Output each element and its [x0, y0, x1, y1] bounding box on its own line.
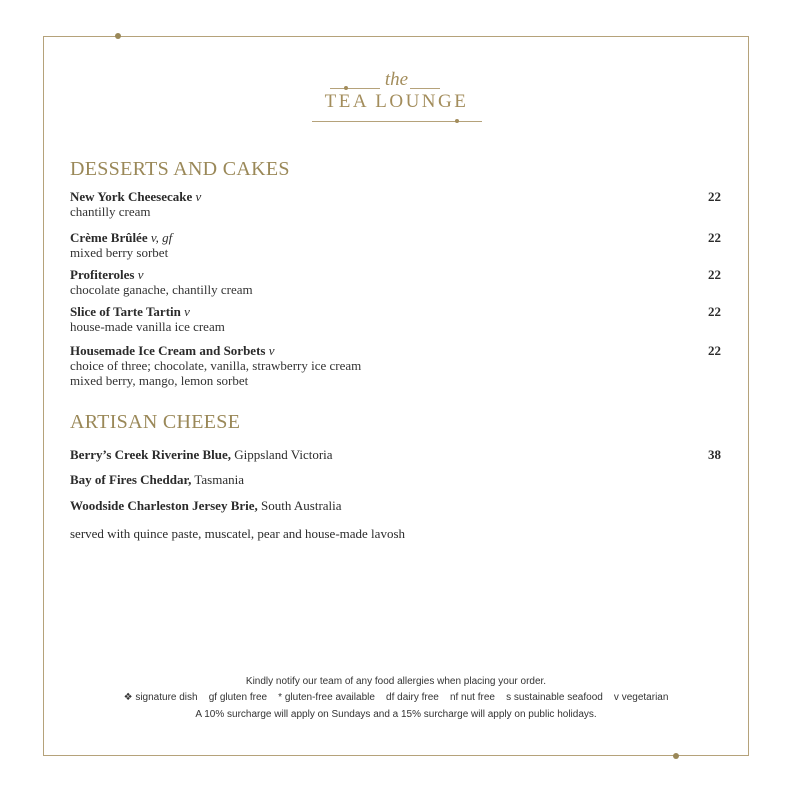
dessert-name: New York Cheesecake: [70, 189, 193, 204]
dessert-price: 22: [708, 304, 721, 319]
dessert-description: mixed berry, mango, lemon sorbet: [70, 373, 249, 388]
logo-title: TEA LOUNGE: [324, 91, 469, 112]
cheese-item: [70, 498, 721, 513]
dessert-name: Crème Brûlée: [70, 230, 148, 245]
surcharge-notice: A 10% surcharge will apply on Sundays and a 15% surcharge will apply on public holidays.: [195, 709, 597, 720]
dessert-price: 22: [708, 230, 721, 245]
frame-ornament-dot-top: [115, 33, 121, 39]
dessert-item: [70, 304, 721, 334]
dessert-item: [70, 343, 721, 388]
desserts-heading: DESSERTS AND CAKES: [70, 158, 290, 180]
cheese-item: [70, 472, 721, 487]
cheese-name: Woodside Charleston Jersey Brie,: [70, 498, 258, 513]
dietary-tag: v: [184, 304, 190, 319]
dessert-price: 22: [708, 267, 721, 282]
dietary-tag: v, gf: [150, 230, 173, 245]
cheese-region: Tasmania: [194, 472, 244, 487]
dessert-price: 22: [708, 343, 721, 358]
dessert-name: Profiteroles: [70, 267, 135, 282]
cheese-price: 38: [708, 447, 721, 462]
dessert-name: Housemade Ice Cream and Sorbets: [70, 343, 266, 358]
dessert-item: [70, 189, 721, 219]
dietary-legend: ❖ signature dish gf gluten free * gluten-free available df dairy free nf nut free s sustainable seafood v vegetarian: [123, 692, 669, 703]
dessert-description: mixed berry sorbet: [70, 245, 169, 260]
dessert-description: chocolate ganache, chantilly cream: [70, 282, 253, 297]
logo-dot-right: [455, 119, 459, 123]
tea-lounge-logo: [0, 70, 793, 113]
cheese-name: Berry’s Creek Riverine Blue,: [70, 447, 232, 462]
frame-ornament-dot-bottom: [673, 753, 679, 759]
dietary-tag: v: [137, 267, 144, 282]
dessert-item: [70, 230, 721, 260]
logo-rule-right: [410, 88, 440, 89]
logo-rule-top: [330, 88, 380, 89]
allergy-notice: Kindly notify our team of any food allergies when placing your order.: [245, 676, 547, 687]
dietary-tag: v: [195, 189, 202, 204]
dessert-description: choice of three; chocolate, vanilla, strawberry ice cream: [70, 358, 362, 373]
dessert-item: [70, 267, 721, 297]
dessert-description: chantilly cream: [70, 204, 151, 219]
cheese-heading: ARTISAN CHEESE: [70, 411, 241, 433]
cheese-name: Bay of Fires Cheddar,: [70, 472, 192, 487]
dietary-tag: v: [268, 343, 275, 358]
cheese-served-with: served with quince paste, muscatel, pear and house-made lavosh: [70, 526, 405, 541]
dessert-name: Slice of Tarte Tartin: [70, 304, 181, 319]
cheese-region: Gippsland Victoria: [234, 447, 333, 462]
menu-frame: [43, 36, 749, 756]
dessert-description: house-made vanilla ice cream: [70, 319, 225, 334]
cheese-region: South Australia: [261, 498, 342, 513]
logo-the: the: [384, 69, 409, 90]
logo-dot-left: [344, 86, 348, 90]
cheese-item: [70, 447, 721, 462]
dessert-price: 22: [708, 189, 721, 204]
